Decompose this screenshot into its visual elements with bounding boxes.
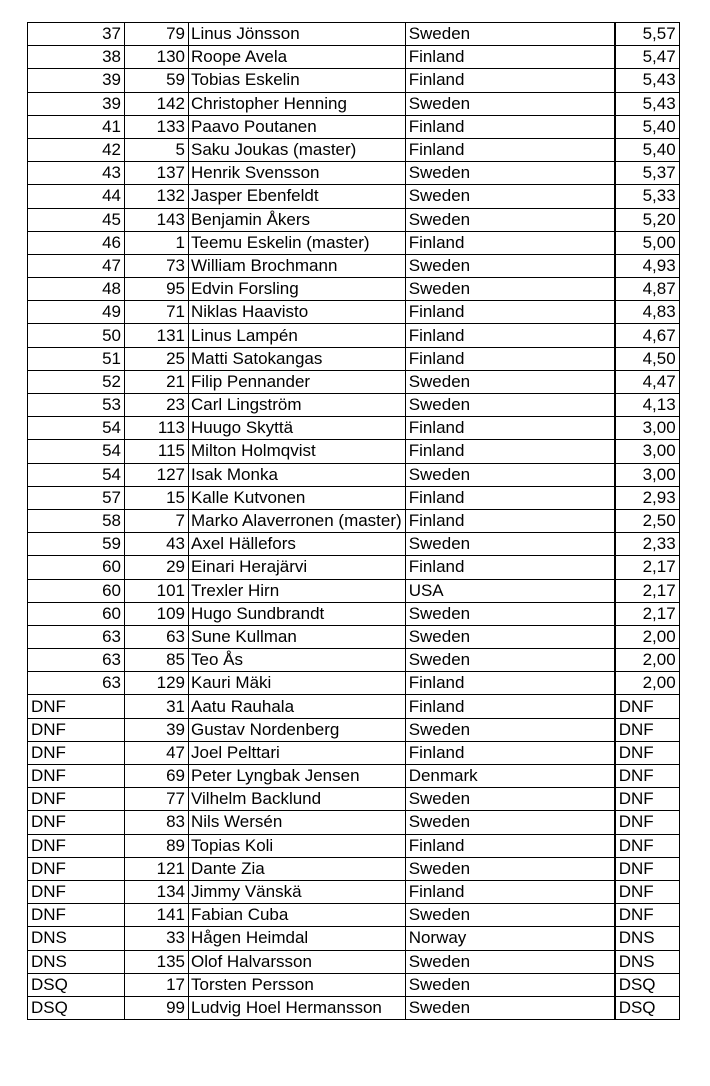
rank-cell: 45 <box>28 208 125 231</box>
score-cell: 4,50 <box>615 347 679 370</box>
name-cell: Sune Kullman <box>189 625 406 648</box>
table-row <box>28 417 680 440</box>
bib-cell: 1 <box>125 231 189 254</box>
rank-cell: 60 <box>28 556 125 579</box>
table-row <box>28 625 680 648</box>
name-cell: Fabian Cuba <box>189 904 406 927</box>
bib-cell: 95 <box>125 278 189 301</box>
rank-cell: DSQ <box>28 996 125 1019</box>
name-cell: Hugo Sundbrandt <box>189 602 406 625</box>
rank-cell: DNF <box>28 857 125 880</box>
name-cell: Linus Jönsson <box>189 23 406 46</box>
country-cell: Finland <box>405 417 614 440</box>
country-cell: Finland <box>405 347 614 370</box>
table-row <box>28 69 680 92</box>
bib-cell: 134 <box>125 880 189 903</box>
score-cell: 2,93 <box>615 486 679 509</box>
score-cell: 4,47 <box>615 370 679 393</box>
bib-cell: 77 <box>125 788 189 811</box>
table-row <box>28 185 680 208</box>
table-row <box>28 672 680 695</box>
name-cell: Kauri Mäki <box>189 672 406 695</box>
bib-cell: 85 <box>125 649 189 672</box>
country-cell: Finland <box>405 231 614 254</box>
bib-cell: 39 <box>125 718 189 741</box>
country-cell: Sweden <box>405 370 614 393</box>
country-cell: Sweden <box>405 602 614 625</box>
name-cell: Nils Wersén <box>189 811 406 834</box>
name-cell: Edvin Forsling <box>189 278 406 301</box>
rank-cell: DSQ <box>28 973 125 996</box>
name-cell: Niklas Haavisto <box>189 301 406 324</box>
score-cell: DNF <box>615 880 679 903</box>
rank-cell: 59 <box>28 533 125 556</box>
table-row <box>28 440 680 463</box>
country-cell: Finland <box>405 46 614 69</box>
bib-cell: 127 <box>125 463 189 486</box>
rank-cell: DNF <box>28 834 125 857</box>
country-cell: Finland <box>405 556 614 579</box>
bib-cell: 21 <box>125 370 189 393</box>
name-cell: Jasper Ebenfeldt <box>189 185 406 208</box>
country-cell: Sweden <box>405 162 614 185</box>
name-cell: Axel Hällefors <box>189 533 406 556</box>
bib-cell: 29 <box>125 556 189 579</box>
score-cell: 4,87 <box>615 278 679 301</box>
bib-cell: 135 <box>125 950 189 973</box>
score-cell: 3,00 <box>615 463 679 486</box>
country-cell: Sweden <box>405 788 614 811</box>
country-cell: Sweden <box>405 533 614 556</box>
name-cell: William Brochmann <box>189 254 406 277</box>
rank-cell: 54 <box>28 417 125 440</box>
table-row <box>28 996 680 1019</box>
name-cell: Torsten Persson <box>189 973 406 996</box>
country-cell: Finland <box>405 138 614 161</box>
score-cell: 5,43 <box>615 92 679 115</box>
table-row <box>28 834 680 857</box>
score-cell: 2,00 <box>615 625 679 648</box>
name-cell: Linus Lampén <box>189 324 406 347</box>
score-cell: DSQ <box>615 996 679 1019</box>
name-cell: Trexler Hirn <box>189 579 406 602</box>
rank-cell: 51 <box>28 347 125 370</box>
bib-cell: 25 <box>125 347 189 370</box>
rank-cell: 54 <box>28 463 125 486</box>
country-cell: Norway <box>405 927 614 950</box>
bib-cell: 69 <box>125 765 189 788</box>
bib-cell: 59 <box>125 69 189 92</box>
score-cell: 3,00 <box>615 440 679 463</box>
table-row <box>28 602 680 625</box>
bib-cell: 143 <box>125 208 189 231</box>
table-row <box>28 927 680 950</box>
table-row <box>28 254 680 277</box>
bib-cell: 130 <box>125 46 189 69</box>
table-row <box>28 811 680 834</box>
score-cell: DNS <box>615 927 679 950</box>
rank-cell: 38 <box>28 46 125 69</box>
table-row <box>28 324 680 347</box>
country-cell: Finland <box>405 741 614 764</box>
score-cell: DNF <box>615 718 679 741</box>
rank-cell: DNF <box>28 811 125 834</box>
table-row <box>28 950 680 973</box>
score-cell: 2,50 <box>615 509 679 532</box>
rank-cell: DNS <box>28 927 125 950</box>
score-cell: 5,20 <box>615 208 679 231</box>
table-row <box>28 973 680 996</box>
score-cell: 5,37 <box>615 162 679 185</box>
table-row <box>28 115 680 138</box>
score-cell: 2,17 <box>615 556 679 579</box>
rank-cell: 49 <box>28 301 125 324</box>
score-cell: 5,33 <box>615 185 679 208</box>
score-cell: 2,17 <box>615 579 679 602</box>
country-cell: Finland <box>405 324 614 347</box>
score-cell: DNS <box>615 950 679 973</box>
score-cell: 2,17 <box>615 602 679 625</box>
table-row <box>28 301 680 324</box>
bib-cell: 31 <box>125 695 189 718</box>
table-row <box>28 23 680 46</box>
table-row <box>28 208 680 231</box>
rank-cell: 63 <box>28 625 125 648</box>
results-table-body <box>28 23 680 1020</box>
bib-cell: 73 <box>125 254 189 277</box>
rank-cell: 54 <box>28 440 125 463</box>
bib-cell: 109 <box>125 602 189 625</box>
country-cell: Finland <box>405 440 614 463</box>
name-cell: Marko Alaverronen (master) <box>189 509 406 532</box>
rank-cell: 47 <box>28 254 125 277</box>
name-cell: Teo Ås <box>189 649 406 672</box>
table-row <box>28 509 680 532</box>
score-cell: DNF <box>615 788 679 811</box>
name-cell: Gustav Nordenberg <box>189 718 406 741</box>
country-cell: Finland <box>405 115 614 138</box>
rank-cell: DNF <box>28 788 125 811</box>
table-row <box>28 695 680 718</box>
name-cell: Topias Koli <box>189 834 406 857</box>
bib-cell: 89 <box>125 834 189 857</box>
score-cell: 5,47 <box>615 46 679 69</box>
country-cell: Sweden <box>405 811 614 834</box>
rank-cell: 39 <box>28 92 125 115</box>
name-cell: Christopher Henning <box>189 92 406 115</box>
table-row <box>28 880 680 903</box>
table-row <box>28 162 680 185</box>
name-cell: Benjamin Åkers <box>189 208 406 231</box>
name-cell: Paavo Poutanen <box>189 115 406 138</box>
bib-cell: 142 <box>125 92 189 115</box>
country-cell: Denmark <box>405 765 614 788</box>
rank-cell: 60 <box>28 602 125 625</box>
country-cell: Sweden <box>405 996 614 1019</box>
name-cell: Isak Monka <box>189 463 406 486</box>
table-row <box>28 92 680 115</box>
rank-cell: 37 <box>28 23 125 46</box>
score-cell: DSQ <box>615 973 679 996</box>
rank-cell: DNF <box>28 718 125 741</box>
rank-cell: DNF <box>28 765 125 788</box>
rank-cell: DNS <box>28 950 125 973</box>
score-cell: 2,00 <box>615 649 679 672</box>
country-cell: Sweden <box>405 718 614 741</box>
country-cell: Sweden <box>405 973 614 996</box>
name-cell: Saku Joukas (master) <box>189 138 406 161</box>
country-cell: Sweden <box>405 185 614 208</box>
table-row <box>28 718 680 741</box>
bib-cell: 121 <box>125 857 189 880</box>
score-cell: 4,67 <box>615 324 679 347</box>
country-cell: Sweden <box>405 208 614 231</box>
score-cell: DNF <box>615 834 679 857</box>
bib-cell: 79 <box>125 23 189 46</box>
country-cell: Sweden <box>405 463 614 486</box>
score-cell: DNF <box>615 765 679 788</box>
rank-cell: 41 <box>28 115 125 138</box>
country-cell: Sweden <box>405 950 614 973</box>
bib-cell: 71 <box>125 301 189 324</box>
name-cell: Milton Holmqvist <box>189 440 406 463</box>
rank-cell: 63 <box>28 672 125 695</box>
rank-cell: 58 <box>28 509 125 532</box>
rank-cell: DNF <box>28 880 125 903</box>
results-table <box>27 22 680 1020</box>
bib-cell: 83 <box>125 811 189 834</box>
name-cell: Dante Zia <box>189 857 406 880</box>
name-cell: Einari Herajärvi <box>189 556 406 579</box>
rank-cell: 53 <box>28 394 125 417</box>
rank-cell: 42 <box>28 138 125 161</box>
score-cell: DNF <box>615 857 679 880</box>
bib-cell: 23 <box>125 394 189 417</box>
table-row <box>28 278 680 301</box>
table-row <box>28 370 680 393</box>
name-cell: Matti Satokangas <box>189 347 406 370</box>
table-row <box>28 579 680 602</box>
table-row <box>28 486 680 509</box>
country-cell: Finland <box>405 834 614 857</box>
name-cell: Teemu Eskelin (master) <box>189 231 406 254</box>
bib-cell: 141 <box>125 904 189 927</box>
rank-cell: 60 <box>28 579 125 602</box>
bib-cell: 132 <box>125 185 189 208</box>
score-cell: 2,00 <box>615 672 679 695</box>
country-cell: Sweden <box>405 904 614 927</box>
score-cell: DNF <box>615 695 679 718</box>
table-row <box>28 138 680 161</box>
country-cell: Finland <box>405 69 614 92</box>
country-cell: Finland <box>405 509 614 532</box>
name-cell: Roope Avela <box>189 46 406 69</box>
name-cell: Jimmy Vänskä <box>189 880 406 903</box>
bib-cell: 5 <box>125 138 189 161</box>
score-cell: DNF <box>615 904 679 927</box>
table-row <box>28 649 680 672</box>
table-row <box>28 231 680 254</box>
score-cell: 5,57 <box>615 23 679 46</box>
table-row <box>28 857 680 880</box>
name-cell: Henrik Svensson <box>189 162 406 185</box>
country-cell: Sweden <box>405 23 614 46</box>
score-cell: 4,83 <box>615 301 679 324</box>
country-cell: Sweden <box>405 254 614 277</box>
name-cell: Huugo Skyttä <box>189 417 406 440</box>
name-cell: Hågen Heimdal <box>189 927 406 950</box>
name-cell: Kalle Kutvonen <box>189 486 406 509</box>
name-cell: Filip Pennander <box>189 370 406 393</box>
country-cell: Sweden <box>405 857 614 880</box>
rank-cell: 48 <box>28 278 125 301</box>
score-cell: 5,40 <box>615 138 679 161</box>
name-cell: Olof Halvarsson <box>189 950 406 973</box>
country-cell: Sweden <box>405 92 614 115</box>
name-cell: Joel Pelttari <box>189 741 406 764</box>
bib-cell: 7 <box>125 509 189 532</box>
table-row <box>28 394 680 417</box>
bib-cell: 133 <box>125 115 189 138</box>
score-cell: 5,40 <box>615 115 679 138</box>
score-cell: 4,93 <box>615 254 679 277</box>
rank-cell: 43 <box>28 162 125 185</box>
name-cell: Aatu Rauhala <box>189 695 406 718</box>
table-row <box>28 765 680 788</box>
country-cell: Finland <box>405 486 614 509</box>
bib-cell: 137 <box>125 162 189 185</box>
bib-cell: 131 <box>125 324 189 347</box>
country-cell: Sweden <box>405 394 614 417</box>
rank-cell: 39 <box>28 69 125 92</box>
bib-cell: 33 <box>125 927 189 950</box>
score-cell: 4,13 <box>615 394 679 417</box>
table-row <box>28 788 680 811</box>
rank-cell: DNF <box>28 695 125 718</box>
name-cell: Vilhelm Backlund <box>189 788 406 811</box>
bib-cell: 17 <box>125 973 189 996</box>
score-cell: 2,33 <box>615 533 679 556</box>
bib-cell: 47 <box>125 741 189 764</box>
country-cell: Finland <box>405 695 614 718</box>
score-cell: 5,00 <box>615 231 679 254</box>
bib-cell: 115 <box>125 440 189 463</box>
name-cell: Tobias Eskelin <box>189 69 406 92</box>
table-row <box>28 46 680 69</box>
rank-cell: 44 <box>28 185 125 208</box>
country-cell: Sweden <box>405 278 614 301</box>
bib-cell: 15 <box>125 486 189 509</box>
table-row <box>28 904 680 927</box>
score-cell: 3,00 <box>615 417 679 440</box>
country-cell: Finland <box>405 301 614 324</box>
rank-cell: 50 <box>28 324 125 347</box>
score-cell: DNF <box>615 811 679 834</box>
table-row <box>28 463 680 486</box>
score-cell: DNF <box>615 741 679 764</box>
country-cell: Sweden <box>405 625 614 648</box>
bib-cell: 129 <box>125 672 189 695</box>
table-row <box>28 556 680 579</box>
rank-cell: 57 <box>28 486 125 509</box>
table-row <box>28 347 680 370</box>
country-cell: USA <box>405 579 614 602</box>
table-row <box>28 533 680 556</box>
rank-cell: 52 <box>28 370 125 393</box>
name-cell: Carl Lingström <box>189 394 406 417</box>
country-cell: Finland <box>405 880 614 903</box>
bib-cell: 63 <box>125 625 189 648</box>
bib-cell: 43 <box>125 533 189 556</box>
name-cell: Ludvig Hoel Hermansson <box>189 996 406 1019</box>
bib-cell: 113 <box>125 417 189 440</box>
name-cell: Peter Lyngbak Jensen <box>189 765 406 788</box>
rank-cell: DNF <box>28 741 125 764</box>
rank-cell: 63 <box>28 649 125 672</box>
table-row <box>28 741 680 764</box>
rank-cell: DNF <box>28 904 125 927</box>
rank-cell: 46 <box>28 231 125 254</box>
country-cell: Finland <box>405 672 614 695</box>
bib-cell: 101 <box>125 579 189 602</box>
country-cell: Sweden <box>405 649 614 672</box>
bib-cell: 99 <box>125 996 189 1019</box>
score-cell: 5,43 <box>615 69 679 92</box>
